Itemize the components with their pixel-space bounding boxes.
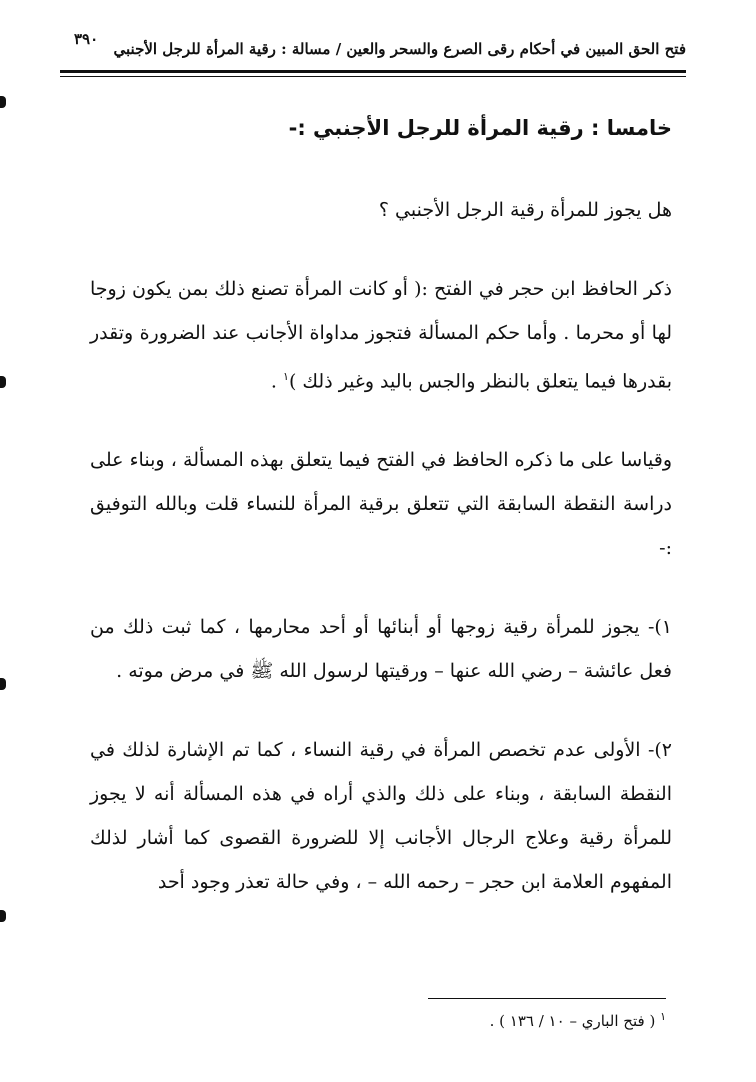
page-header — [60, 30, 686, 82]
margin-mark — [0, 678, 6, 690]
footnote-rule — [428, 998, 666, 999]
footnote-number: ١ — [660, 1010, 666, 1023]
footnote-text: ( فتح الباري – ١٠ / ١٣٦ ) . — [489, 1012, 656, 1030]
paragraph-quote-end: . — [270, 370, 284, 393]
paragraph-quote-text: ذكر الحافظ ابن حجر في الفتح :( أو كانت المرأة تصنع ذلك بمن يكون زوجا لها أو محرما . وأما حكم المسألة فتجوز مداواة الأجانب عند الضرورة وتقدر بقدرها فيما يتعلق بالنظر والجس باليد وغير ذلك ) — [90, 278, 672, 393]
page-number: ٣٩٠ — [74, 30, 99, 48]
margin-mark — [0, 96, 6, 108]
paragraph-analogy: وقياسا على ما ذكره الحافظ في الفتح فيما يتعلق بهذه المسألة ، وبناء على دراسة النقطة السابقة التي تتعلق برقية المرأة للنساء قلت وبالله التوفيق :- — [90, 449, 672, 560]
paragraph-question: هل يجوز للمرأة رقية الرجل الأجنبي ؟ — [378, 199, 672, 221]
header-rule-thin — [60, 76, 686, 77]
paragraph-point-2: ٢)- الأولى عدم تخصص المرأة في رقية النساء ، كما تم الإشارة لذلك في النقطة السابقة ، وبناء على ذلك والذي أراه في هذه المسألة أنه لا يجوز للمرأة رقية وعلاج الرجال الأجانب إلا للضرورة القصوى كما أشار لذلك المفهوم العلامة ابن حجر – رحمه الله – ، وفي حالة تعذر وجود أحد — [90, 739, 672, 894]
paragraph-quote — [90, 267, 672, 403]
margin-mark — [0, 910, 6, 922]
footnote-reference: ١ — [283, 370, 289, 383]
paragraph-point-1: ١)- يجوز للمرأة رقية زوجها أو أبنائها أو أحد محارمها ، كما ثبت ذلك من فعل عائشة – رضي الله عنها – ورقيتها لرسول الله ﷺ في مرض موته . — [90, 616, 672, 683]
running-title: فتح الحق المبين في أحكام رقى الصرع والسحر والعين / مسالة : رقية المرأة للرجل الأجنبي — [113, 40, 686, 58]
page-body — [90, 108, 672, 939]
header-rule-thick — [60, 70, 686, 73]
section-heading: خامسا : رقية المرأة للرجل الأجنبي :- — [288, 116, 672, 140]
footnote — [490, 1010, 666, 1030]
margin-mark — [0, 376, 6, 388]
